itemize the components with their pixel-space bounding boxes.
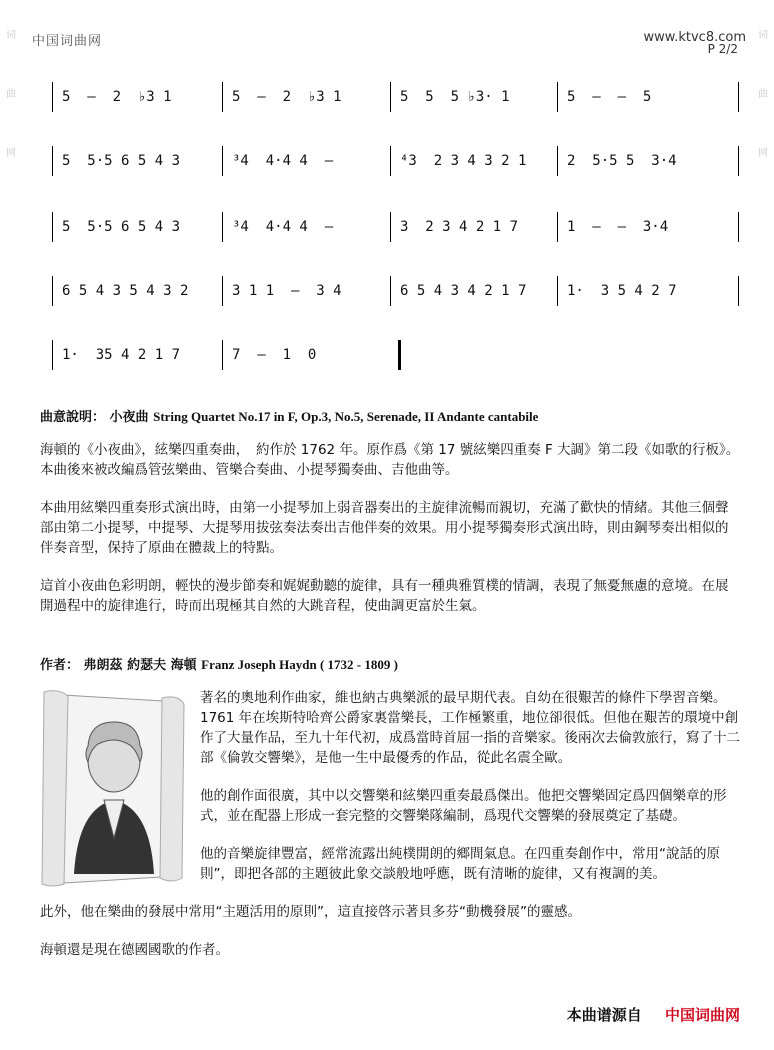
author-bio-2: 他的創作面很廣，其中以交響樂和絃樂四重奏最爲傑出。他把交響樂固定爲四個樂章的形式，並在配器上形成一套完整的交響樂隊編制，爲現代交響樂的發展奠定了基礎。 — [200, 788, 727, 824]
author-title — [40, 654, 398, 673]
measure: 1· 3 5 4 2 7 — [567, 283, 677, 299]
measure: ³4 4·4 4 – — [232, 219, 334, 235]
side-watermark-left — [4, 30, 18, 207]
piece-title-cn: 小夜曲 — [109, 410, 149, 425]
watermark-char: 曲 — [758, 89, 768, 100]
measure: 5 5·5 6 5 4 3 — [62, 153, 181, 169]
piece-title-en: String Quartet No.17 in F, Op.3, No.5, Serenade, II Andante cantabile — [153, 409, 539, 424]
site-url: www.ktvc8.com — [643, 30, 746, 45]
score-line-1 — [52, 82, 740, 112]
watermark-char: 网 — [758, 148, 768, 159]
description-paragraph-3: 這首小夜曲色彩明朗，輕快的漫步節奏和娓娓動聽的旋律，具有一種典雅質樸的情調，表現了無憂無慮的意境。在展開過程中的旋律進行，時而出現極其自然的大跳音程，使曲調更富於生氣。 — [40, 578, 729, 614]
measure: 3 1 1 – 3 4 — [232, 283, 342, 299]
score-line-4 — [52, 276, 740, 306]
measure: 5 – 2 ♭3 1 — [232, 89, 342, 105]
measure: 3 2 3 4 2 1 7 — [400, 219, 519, 235]
measure: 6 5 4 3 5 4 3 2 — [62, 283, 189, 299]
watermark-char: 词 — [758, 30, 768, 41]
measure: 2 5·5 5 3·4 — [567, 153, 677, 169]
measure: 5 – – 5 — [567, 89, 652, 105]
author-paragraph-4: 此外，他在樂曲的發展中常用“主題活用的原則”，這直接啓示著貝多芬“動機發展”的靈感。 — [40, 904, 581, 920]
watermark-char: 词 — [6, 30, 16, 41]
page-number: P 2/2 — [707, 42, 738, 56]
measure: 5 – 2 ♭3 1 — [62, 89, 172, 105]
site-watermark-left: 中国词曲网 — [32, 34, 103, 49]
measure: ³4 4·4 4 – — [232, 153, 334, 169]
description-title — [40, 406, 538, 425]
measure: 5 5 5 ♭3· 1 — [400, 89, 510, 105]
author-name-en: Franz Joseph Haydn ( 1732 - 1809 ) — [201, 657, 398, 672]
watermark-char: 网 — [6, 148, 16, 159]
author-bio-1: 著名的奧地利作曲家，維也納古典樂派的最早期代表。自幼在很艱苦的條件下學習音樂。1761 年在埃斯特哈齊公爵家裏當樂長，工作極繁重，地位卻很低。但他在艱苦的環境中創作了大量作品，至九十年代初，成爲當時首屈一指的音樂家。後兩次去倫敦旅行，寫了十二部《倫敦交響樂》，是他一生中最優秀的作品，從此名震全歐。 — [200, 690, 740, 766]
score-line-5 — [52, 340, 740, 370]
author-paragraph-5: 海頓還是現在德國國歌的作者。 — [40, 942, 229, 958]
measure: 5 5·5 6 5 4 3 — [62, 219, 181, 235]
measure: 7 – 1 0 — [232, 347, 317, 363]
haydn-portrait-image — [38, 688, 188, 888]
author-name-cn: 弗朗茲 約瑟夫 海頓 — [83, 658, 197, 673]
description-paragraph-2: 本曲用絃樂四重奏形式演出時，由第一小提琴加上弱音器奏出的主旋律流暢而親切，充滿了歡快的情緒。其他三個聲部由第二小提琴，中提琴、大提琴用拔弦奏法奏出吉他伴奏的效果。用小提琴獨奏形式演出時，則由鋼琴奏出相似的伴奏音型，保持了原曲在體裁上的特點。 — [40, 500, 729, 556]
measure: 1· 35 4 2 1 7 — [62, 347, 181, 363]
score-line-2 — [52, 146, 740, 176]
author-label: 作者： — [40, 658, 80, 673]
footer-source — [567, 1004, 740, 1025]
author-bio-3: 他的音樂旋律豐富，經常流露出純樸開朗的鄉間氣息。在四重奏創作中，常用“說話的原則”，即把各部的主題彼此象交談般地呼應，既有清晰的旋律，又有複調的美。 — [200, 846, 720, 882]
description-label: 曲意說明： — [40, 410, 106, 425]
footer-site-link[interactable]: 中国词曲网 — [664, 1006, 740, 1024]
footer-source-label: 本曲谱源自 — [566, 1006, 642, 1024]
measure: ⁴3 2 3 4 3 2 1 — [400, 153, 527, 169]
side-watermark-right — [756, 30, 770, 207]
watermark-char: 曲 — [6, 89, 16, 100]
measure: 1 – – 3·4 — [567, 219, 669, 235]
measure: 6 5 4 3 4 2 1 7 — [400, 283, 527, 299]
final-barline — [398, 340, 401, 370]
score-line-3 — [52, 212, 740, 242]
description-paragraph-1: 海頓的《小夜曲》，絃樂四重奏曲， 約作於 1762 年。原作爲《第 17 號絃樂四重奏 F 大調》第二段《如歌的行板》。本曲後來被改編爲管弦樂曲、管樂合奏曲、小提琴獨奏曲、吉他曲等。 — [40, 442, 740, 478]
